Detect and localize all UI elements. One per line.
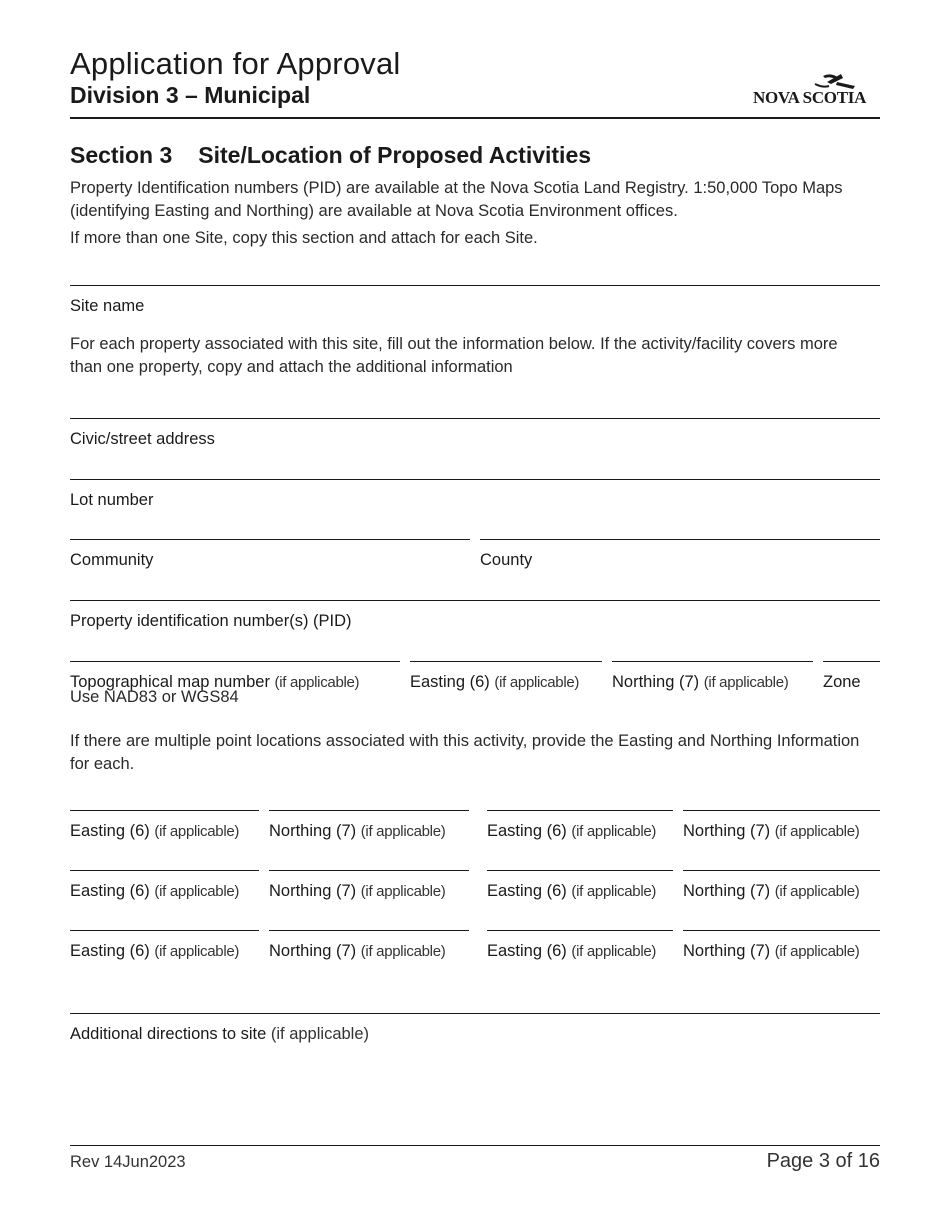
county-label: County [480, 551, 533, 569]
if-applicable-note: (if applicable) [774, 883, 860, 900]
header-rule [70, 117, 880, 119]
if-applicable-note: (if applicable) [274, 674, 360, 691]
northing-label-text: Northing (7) [269, 942, 357, 960]
zone-label: Zone [823, 673, 861, 691]
northing-label-text: Northing (7) [269, 822, 357, 840]
northing-label [683, 942, 859, 961]
if-applicable-note: (if applicable) [571, 943, 657, 960]
easting-label-text: Easting (6) [487, 882, 567, 900]
if-applicable-note: (if applicable) [360, 823, 446, 840]
civic-address-line [70, 418, 880, 419]
section-title: Site/Location of Proposed Activities [198, 142, 592, 168]
pid-line [70, 600, 880, 601]
if-applicable-note: (if applicable) [154, 823, 240, 840]
if-applicable-note: (if applicable) [360, 943, 446, 960]
easting-line [410, 661, 602, 662]
logo-text: NOVA SCOTIA [753, 88, 867, 107]
easting-line [487, 810, 673, 811]
if-applicable-note: (if applicable) [774, 943, 860, 960]
civic-address-label: Civic/street address [70, 430, 215, 448]
pid-label: Property identification number(s) (PID) [70, 612, 352, 630]
additional-directions-label [70, 1025, 369, 1044]
northing-label-text: Northing (7) [269, 882, 357, 900]
topo-map-line [70, 661, 400, 662]
if-applicable-note: (if applicable) [154, 943, 240, 960]
northing-label [269, 822, 445, 841]
easting-line [70, 870, 259, 871]
zone-line [823, 661, 880, 662]
if-applicable-note: (if applicable) [154, 883, 240, 900]
easting-label-text: Easting (6) [70, 942, 150, 960]
form-subtitle: Division 3 – Municipal [70, 82, 311, 108]
easting-label [70, 822, 239, 841]
easting-label [487, 942, 656, 961]
if-applicable-note: (if applicable) [494, 674, 580, 691]
northing-line [612, 661, 813, 662]
page-number: Page 3 of 16 [766, 1150, 880, 1172]
northing-label [612, 673, 788, 692]
easting-line [487, 870, 673, 871]
community-line [70, 539, 470, 540]
site-name-label: Site name [70, 297, 145, 315]
lot-number-line [70, 479, 880, 480]
northing-label [269, 882, 445, 901]
northing-label-text: Northing (7) [683, 942, 771, 960]
if-applicable-note: (if applicable) [270, 1025, 370, 1043]
if-applicable-note: (if applicable) [774, 823, 860, 840]
intro-paragraph: Property Identification numbers (PID) are available at the Nova Scotia Land Registry. 1:50,000 Topo Maps (identifying Easting and Northing) are available at Nova Scotia Environment offices. [70, 179, 843, 220]
additional-directions-text: Additional directions to site [70, 1025, 267, 1043]
easting-label [70, 882, 239, 901]
easting-label [410, 673, 579, 692]
revision-date: Rev 14Jun2023 [70, 1153, 186, 1171]
northing-line [683, 930, 880, 931]
northing-label [683, 822, 859, 841]
if-applicable-note: (if applicable) [571, 823, 657, 840]
northing-label [269, 942, 445, 961]
additional-directions-line [70, 1013, 880, 1014]
northing-label [683, 882, 859, 901]
easting-label-text: Easting (6) [70, 882, 150, 900]
northing-line [683, 810, 880, 811]
property-note: For each property associated with this site, fill out the information below. If the activity/facility covers more than one property, copy and attach the additional information [70, 335, 838, 376]
if-applicable-note: (if applicable) [703, 674, 789, 691]
nova-scotia-logo [753, 70, 881, 110]
easting-label [487, 882, 656, 901]
if-applicable-note: (if applicable) [571, 883, 657, 900]
easting-label [487, 822, 656, 841]
easting-label-text: Easting (6) [487, 942, 567, 960]
if-applicable-note: (if applicable) [360, 883, 446, 900]
datum-note: Use NAD83 or WGS84 [70, 688, 239, 706]
copy-section-note: If more than one Site, copy this section and attach for each Site. [70, 229, 538, 247]
easting-line [70, 810, 259, 811]
northing-label-text: Northing (7) [612, 673, 700, 691]
multi-point-note: If there are multiple point locations associated with this activity, provide the Easting and Northing Information for each. [70, 732, 860, 773]
northing-line [269, 930, 469, 931]
easting-line [70, 930, 259, 931]
section-heading [70, 142, 591, 169]
county-line [480, 539, 880, 540]
easting-line [487, 930, 673, 931]
easting-label-text: Easting (6) [70, 822, 150, 840]
form-title: Application for Approval [70, 46, 401, 81]
footer-rule [70, 1145, 880, 1146]
northing-line [269, 810, 469, 811]
lot-number-label: Lot number [70, 491, 154, 509]
community-label: Community [70, 551, 154, 569]
section-number: Section 3 [70, 142, 173, 168]
northing-line [269, 870, 469, 871]
northing-label-text: Northing (7) [683, 882, 771, 900]
northing-line [683, 870, 880, 871]
topo-map-label-text: Topographical map number [70, 673, 270, 691]
easting-label [70, 942, 239, 961]
easting-label-text: Easting (6) [410, 673, 490, 691]
easting-label-text: Easting (6) [487, 822, 567, 840]
northing-label-text: Northing (7) [683, 822, 771, 840]
site-name-line [70, 285, 880, 286]
